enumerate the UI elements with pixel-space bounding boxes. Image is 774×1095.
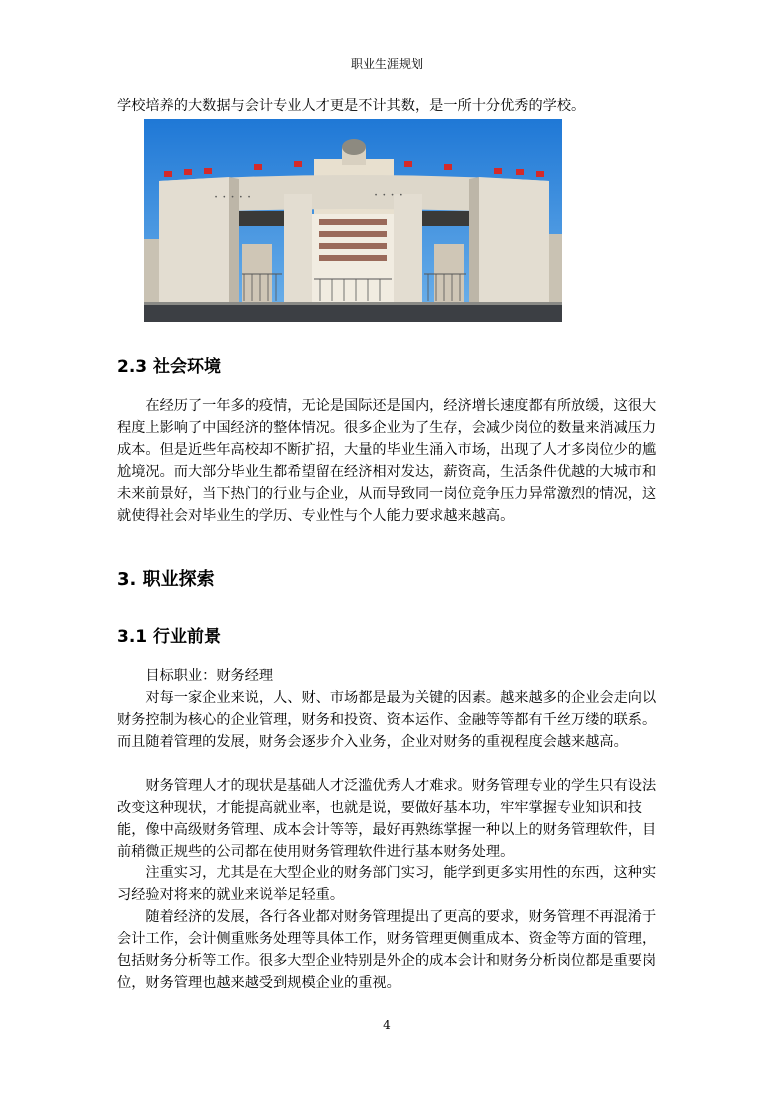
section-3-1-heading: 3.1 行业前景 bbox=[117, 627, 222, 647]
paragraph-2: 财务管理人才的现状是基础人才泛滥优秀人才难求。财务管理专业的学生只有设法改变这种现状，才能提高就业率，也就是说，要做好基本功，牢牢掌握专业知识和技能，像中高级财务管理、成本会计等等，最好再熟练掌握一种以上的财务管理软件，目前稍微正规些的公司都在使用财务管理软件进行基本财务处理。 bbox=[117, 778, 657, 860]
paragraph-3: 注重实习，尤其是在大型企业的财务部门实习，能学到更多实用性的东西，这种实习经验对将来的就业来说举足轻重。 bbox=[117, 865, 657, 903]
paragraph-4: 随着经济的发展，各行各业都对财务管理提出了更高的要求，财务管理不再混淆于会计工作，会计侧重账务处理等具体工作，财务管理更侧重成本、资金等方面的管理，包括财务分析等工作。很多大型企业特别是外企的成本会计和财务分析岗位都是重要岗位，财务管理也越来越受到规模企业的重视。 bbox=[117, 909, 657, 991]
svg-text:· · · · ·: · · · · · bbox=[214, 190, 252, 205]
page-header: 职业生涯规划 bbox=[350, 57, 423, 71]
section-3-heading: 3. 职业探索 bbox=[117, 569, 215, 590]
page-number: 4 bbox=[383, 1018, 391, 1032]
section-2-3-heading: 2.3 社会环境 bbox=[117, 357, 222, 377]
paragraph-1: 对每一家企业来说，人、财、市场都是最为关键的因素。越来越多的企业会走向以财务控制为核心的企业管理，财务和投资、资本运作、金融等等都有千丝万缕的联系。而且随着管理的发展，财务会逐步介入业务，企业对财务的重视程度会越来越高。 bbox=[117, 690, 657, 750]
svg-text:· · · ·: · · · · bbox=[374, 188, 403, 203]
target-job: 目标职业：财务经理 bbox=[145, 668, 274, 684]
school-gate-photo bbox=[144, 119, 562, 322]
intro-line: 学校培养的大数据与会计专业人才更是不计其数，是一所十分优秀的学校。 bbox=[117, 98, 586, 114]
section-2-3-paragraph: 在经历了一年多的疫情，无论是国际还是国内，经济增长速度都有所放缓，这很大程度上影响了中国经济的整体情况。很多企业为了生存，会减少岗位的数量来消减压力成本。但是近些年高校却不断扩招，大量的毕业生涌入市场，出现了人才多岗位少的尴尬境况。而大部分毕业生都希望留在经济相对发达，薪资高，生活条件优越的大城市和未来前景好，当下热门的行业与企业，从而导致同一岗位竞争压力异常激烈的情况，这就使得社会对毕业生的学历、专业性与个人能力要求越来越高。 bbox=[117, 398, 657, 524]
